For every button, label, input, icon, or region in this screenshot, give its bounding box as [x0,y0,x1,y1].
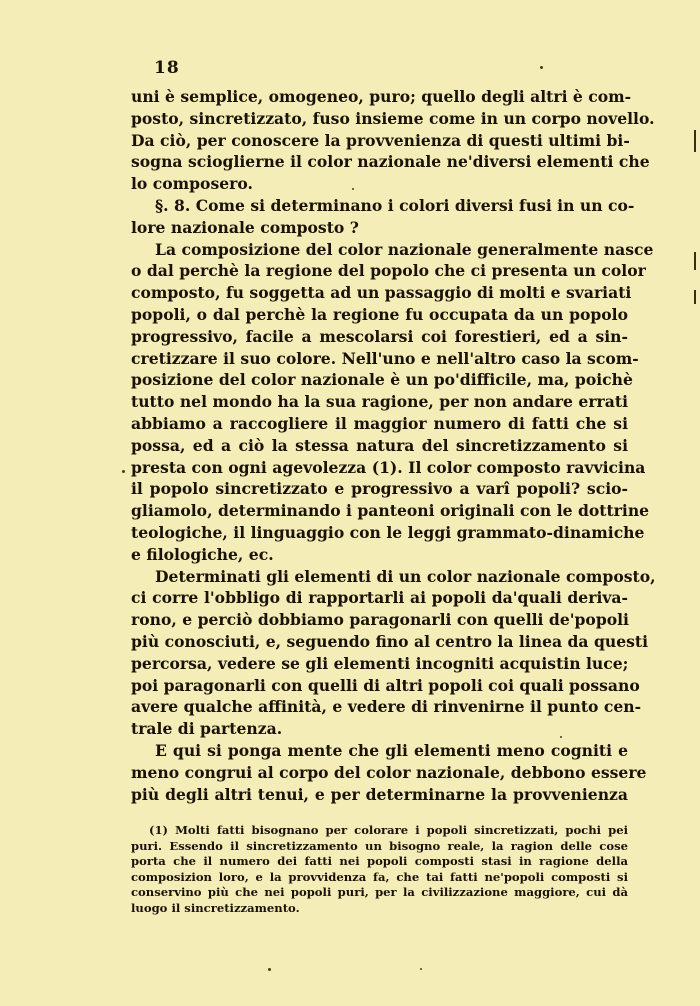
scan-speck [560,736,562,738]
body-text-line: percorsa, vedere se gli elementi incogniti acquistin luce; [131,653,629,673]
body-text-line: popoli, o dal perchè la regione fu occupata da un popolo [131,304,628,324]
body-text-line: avere qualche affinità, e vedere di rinvenirne il punto cen- [131,697,642,717]
footnote-line: puri. Essendo il sincretizzamento un bisogno reale, la ragion delle cose [131,838,628,853]
body-text-line: teologiche, il linguaggio con le leggi grammato-dinamiche [131,522,645,542]
body-text-line: sogna scioglierne il color nazionale ne'diversi elementi che [131,152,650,172]
body-text-line: composto, fu soggetta ad un passaggio di molti e svariati [131,283,632,303]
body-text-line: Da ciò, per conoscere la provvenienza di questi ultimi bi- [131,130,630,150]
body-text-line: lo composero. [131,174,253,194]
body-text-line: lore nazionale composto ? [131,217,359,237]
body-text-line: uni è semplice, omogeneo, puro; quello degli altri è com- [131,87,632,106]
body-text-line: gliamolo, determinando i panteoni originali con le dottrine [131,501,650,521]
body-text-line: presta con ogni agevolezza (1). Il color composto ravvicina [131,457,646,477]
scan-speck [420,968,422,970]
body-text-line: posizione del color nazionale è un po'difficile, ma, poichè [131,370,633,390]
scan-edge-mark [694,252,696,270]
body-text-line: cretizzare il suo colore. Nell'uno e nell'altro caso la scom- [131,348,639,368]
footnote-line: (1) Molti fatti bisognano per colorare i popoli sincretizzati, pochi pei [149,823,628,837]
body-text-line: il popolo sincretizzato e progressivo a varî popoli? scio- [131,479,628,499]
body-text-line: tutto nel mondo ha la sua ragione, per non andare errati [131,392,628,412]
body-text-line: o dal perchè la regione del popolo che ci presenta un color [131,261,646,281]
body-text-line: progressivo, facile a mescolarsi coi forestieri, ed a sin- [131,326,628,346]
body-text-line: più conosciuti, e, seguendo fino al centro la linea da questi [131,631,649,651]
body-text-line: più degli altri tenui, e per determinarne la provvenienza [131,784,628,804]
body-text-line: possa, ed a ciò la stessa natura del sincretizzamento si [131,435,628,455]
body-text-line: abbiamo a raccogliere il maggior numero di fatti che si [131,413,628,433]
scan-speck [268,968,271,971]
body-text-line: e filologiche, ec. [131,544,274,564]
scan-edge-mark [694,290,696,304]
footnote-line: luogo il sincretizzamento. [131,900,300,915]
page-number: 18 [154,58,180,78]
body-text-line: rono, e perciò dobbiamo paragonarli con quelli de'popoli [131,610,629,630]
body-text [131,86,656,805]
body-text-line: trale di partenza. [131,719,283,739]
body-text-line: La composizione del color nazionale generalmente nasce [155,239,654,259]
body-text-line: E qui si ponga mente che gli elementi meno cogniti e [155,740,628,760]
footnote-line: composizion loro, e la provvidenza fa, che tai fatti ne'popoli composti si [131,869,628,884]
scan-speck [122,470,125,473]
body-text-line: Determinati gli elementi di un color nazionale composto, [155,566,656,586]
body-text-line: posto, sincretizzato, fuso insieme come in un corpo novello. [131,108,655,128]
footnote-block [131,823,628,917]
scan-edge-mark [694,130,696,152]
scan-speck [352,188,354,190]
body-text-line: meno congrui al corpo del color nazionale, debbono essere [131,762,647,782]
scan-speck [540,66,543,69]
footnote-line: conservino più che nei popoli puri, per la civilizzazione maggiore, cui dà [131,885,628,900]
body-text-line: poi paragonarli con quelli di altri popoli coi quali possano [131,675,640,695]
body-text-line: §. 8. Come si determinano i colori diversi fusi in un co- [155,195,635,215]
footnote-line: porta che il numero dei fatti nei popoli composti stasi in ragione della [131,854,628,869]
body-text-line: ci corre l'obbligo di rapportarli ai popoli da'quali deriva- [131,588,628,608]
